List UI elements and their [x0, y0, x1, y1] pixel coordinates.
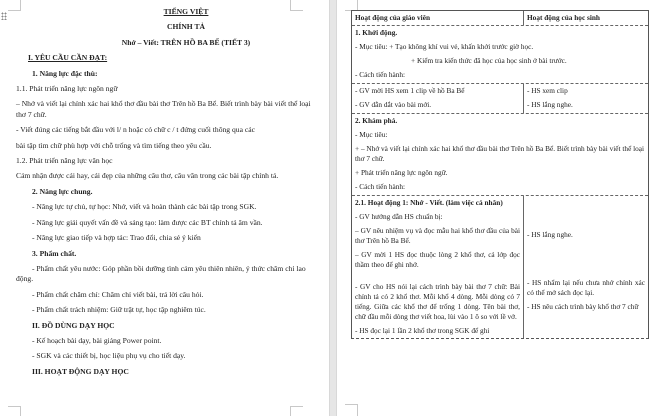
student-activity: - HS lắng nghe. [527, 100, 573, 109]
explore-heading: 2. Khám phá. [355, 116, 398, 125]
section-1-heading: I. YÊU CẦU CẦN ĐẠT: [28, 53, 108, 63]
warmup-goal: - Mục tiêu: + Tạo không khí vui vẻ, khấn khởi trước giờ học. [355, 42, 534, 51]
explore-goal: + – Nhớ và viết lại chính xác hai khổ thơ đầu bài thơ Trên hồ Ba Bể. Biết trình bày bài viết thể loại thơ 7 chữ. [355, 144, 645, 163]
warmup-heading: 1. Khởi động. [355, 28, 398, 37]
item-1-1-b2: bài tập tìm chữ phù hợp với chỗ trống và tìm tiếng theo yêu cầu. [16, 140, 212, 150]
student-activity: - HS nêu cách trình bày khổ thơ 7 chữ [527, 302, 639, 311]
student-activity: - HS nhẩm lại nếu chưa nhớ chính xác có thể mở sách đọc lại. [527, 278, 645, 297]
sub-3-item: - Phẩm chất yêu nước: Góp phần bồi dưỡng tình cảm yêu thiên nhiên, ý thức chăm chỉ lao động. [16, 263, 306, 284]
lesson-title: Nhớ – Viết: TRÊN HỒ BA BỂ (TIẾT 3) [121, 37, 251, 47]
item-1-1-b1: - Viết đúng các tiếng bắt đầu với l/ n hoặc có chữ c / t đứng cuối thông qua các [16, 125, 255, 135]
section-3-heading: III. HOẠT ĐỘNG DẠY HỌC [32, 366, 129, 376]
sub-2-heading: 2. Năng lực chung. [32, 186, 93, 196]
table-header-row [352, 11, 648, 26]
lesson-type: CHÍNH TẢ [166, 22, 206, 32]
crop-mark [345, 404, 358, 416]
section-2-item: - Kế hoạch bài dạy, bài giảng Power point. [32, 335, 162, 345]
crop-mark [290, 406, 303, 416]
sub-1-heading: 1. Năng lực đặc thù: [32, 68, 98, 78]
table-row [352, 114, 648, 196]
sub-3-item: - Phẩm chất chăm chỉ: Chăm chỉ viết bài, trả lời câu hỏi. [32, 289, 204, 299]
item-1-1-a: – Nhớ và viết lại chính xác hai khổ thơ đầu bài thơ Trên hồ Ba Bể. Biết trình bày bài viết thể loại thơ 7 chữ. [16, 99, 311, 119]
item-1-1: 1.1. Phát triển năng lực ngôn ngữ [16, 84, 118, 94]
sub-2-item: - Năng lực giao tiếp và hợp tác: Trao đổi, chia sẻ ý kiến [32, 233, 201, 243]
item-1-2: 1.2. Phát triển năng lực văn học [16, 156, 113, 166]
student-activity: - HS lắng nghe. [527, 230, 573, 239]
sub-2-item: - Năng lực tự chủ, tự học: Nhớ, viết và hoàn thành các bài tập trong SGK. [32, 202, 257, 212]
explore-goal: + Phát triển năng lực ngôn ngữ. [355, 168, 448, 177]
page-gutter [329, 0, 337, 416]
table-move-handle-icon[interactable] [1, 12, 7, 20]
section-2-heading: II. ĐỒ DÙNG DẠY HỌC [32, 320, 115, 330]
lesson-plan-content [16, 7, 316, 377]
teacher-activity: – GV nêu nhiệm vụ và đọc mẫu hai khổ thơ đầu của bài thơ Trên hồ Ba Bể. [355, 226, 520, 245]
activity-table [351, 10, 649, 339]
table-row [352, 84, 648, 114]
sub-2-item: - Năng lực giải quyết vấn đề và sáng tạo: làm được các BT chính tả âm vần. [32, 217, 263, 227]
explore-procedure: - Cách tiến hành: [355, 182, 406, 191]
document-page-right [337, 0, 650, 416]
teacher-activity: - GV mời HS xem 1 clip về hồ Ba Bể [355, 86, 465, 95]
sub-3-heading: 3. Phẩm chất. [32, 248, 77, 258]
warmup-goal: + Kiểm tra kiến thức đã học của học sinh ở bài trước. [411, 56, 567, 65]
activity-1-heading: 2.1. Hoạt động 1: Nhớ - Viết. (làm việc cá nhân) [355, 198, 503, 207]
teacher-activity: – GV mời 1 HS đọc thuộc lòng 2 khổ thơ, cả lớp đọc thầm theo để ghi nhớ. [355, 250, 520, 269]
teacher-activity: - GV cho HS nói lại cách trình bày bài thơ 7 chữ: Bài chính tả có 2 khổ thơ. Mỗi khổ 4 dòng. Mỗi dòng có 7 tiếng. Giữa các khổ thơ để trống 1 dòng. Tên bài thơ, chữ đầu mỗi dòng thơ viết hoa, lùi vào 1 ô so với lề vở. [355, 282, 520, 321]
header-teacher: Hoạt động của giáo viên [352, 11, 524, 25]
teacher-activity: - HS đọc lại 1 lần 2 khổ thơ trong SGK để ghi [355, 326, 490, 335]
sub-3-item: - Phẩm chất trách nhiệm: Giữ trật tự, học tập nghiêm túc. [32, 305, 206, 315]
section-2-item: - SGK và các thiết bị, học liệu phụ vụ cho tiết dạy. [32, 351, 186, 361]
teacher-activity: - GV hướng dẫn HS chuẩn bị: [355, 212, 443, 221]
explore-goal-label: - Mục tiêu: [355, 130, 388, 139]
header-student: Hoạt động của học sinh [527, 13, 600, 22]
table-row [352, 196, 648, 338]
subject-title: TIẾNG VIỆT [163, 7, 209, 16]
warmup-procedure: - Cách tiến hành: [355, 70, 406, 79]
crop-mark [8, 406, 21, 416]
table-row [352, 26, 648, 84]
student-activity: - HS xem clip [527, 86, 568, 95]
teacher-activity: - GV dẫn dắt vào bài mới. [355, 100, 432, 109]
item-1-2-a: Cảm nhận được cái hay, cái đẹp của những câu thơ, câu văn trong các bài tập chính tả. [16, 171, 279, 181]
